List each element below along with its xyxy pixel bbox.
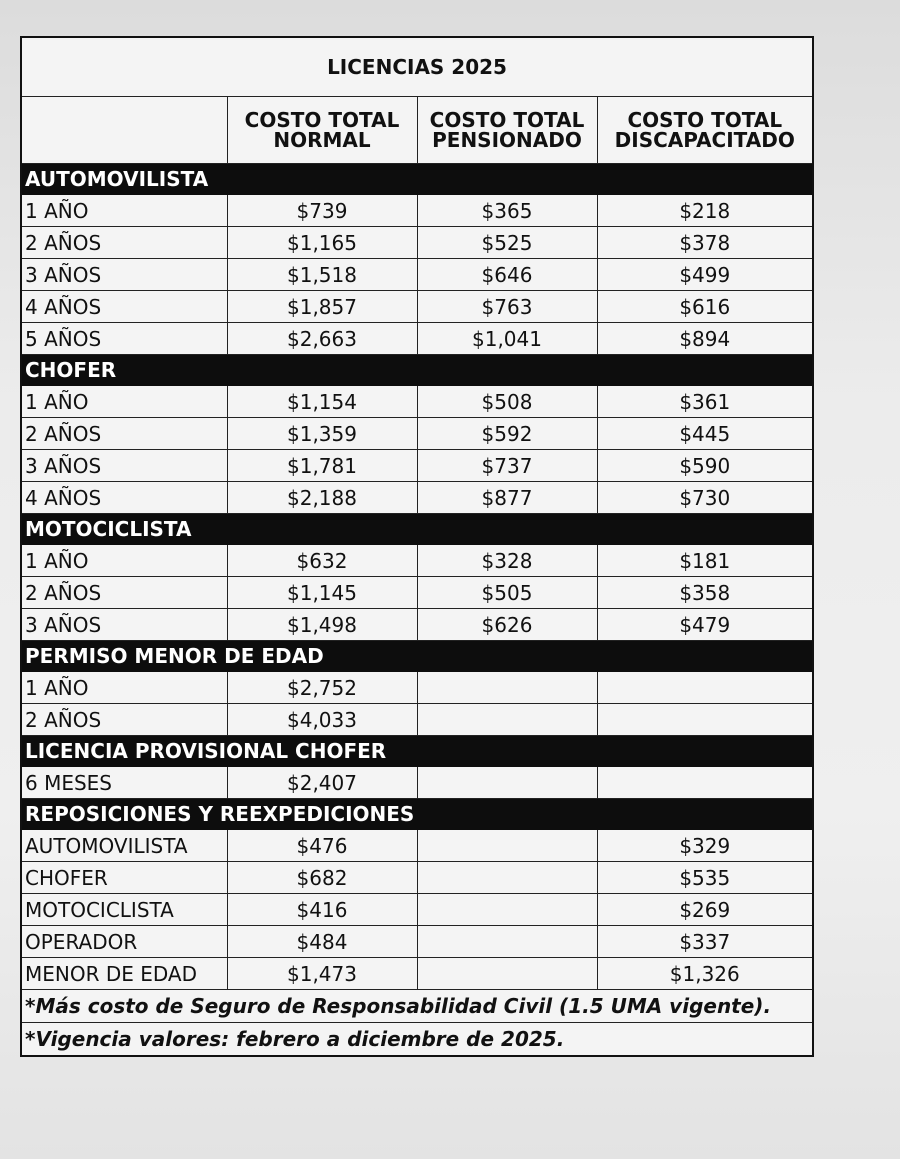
cost-normal-cell: $1,145	[227, 577, 417, 609]
row-label: AUTOMOVILISTA	[21, 830, 227, 862]
cost-discapacitado-cell	[597, 704, 813, 736]
header-discapacitado-line1: COSTO TOTAL	[627, 108, 783, 132]
cost-normal-cell: $1,518	[227, 259, 417, 291]
cost-normal-cell: $1,781	[227, 450, 417, 482]
table-row	[21, 545, 813, 577]
cost-normal-cell: $739	[227, 195, 417, 227]
cost-normal-cell: $416	[227, 894, 417, 926]
table-row	[21, 830, 813, 862]
cost-pensionado-cell: $877	[417, 482, 597, 514]
header-discapacitado	[597, 97, 813, 164]
cost-discapacitado-cell: $894	[597, 323, 813, 355]
cost-discapacitado-cell: $337	[597, 926, 813, 958]
cost-pensionado-cell: $626	[417, 609, 597, 641]
header-normal-line2: NORMAL	[273, 128, 371, 152]
row-label: 1 AÑO	[21, 545, 227, 577]
cost-pensionado-cell	[417, 672, 597, 704]
row-label: 2 AÑOS	[21, 227, 227, 259]
row-label: 2 AÑOS	[21, 577, 227, 609]
cost-pensionado-cell: $592	[417, 418, 597, 450]
table-row	[21, 450, 813, 482]
note-row	[21, 990, 813, 1023]
cost-pensionado-cell	[417, 926, 597, 958]
section-header-row	[21, 799, 813, 830]
cost-discapacitado-cell: $361	[597, 386, 813, 418]
cost-discapacitado-cell: $358	[597, 577, 813, 609]
cost-discapacitado-cell: $1,326	[597, 958, 813, 990]
header-pensionado	[417, 97, 597, 164]
table-row	[21, 926, 813, 958]
cost-pensionado-cell: $525	[417, 227, 597, 259]
cost-pensionado-cell: $328	[417, 545, 597, 577]
cost-pensionado-cell	[417, 767, 597, 799]
cost-discapacitado-cell: $479	[597, 609, 813, 641]
table-title: LICENCIAS 2025	[21, 37, 813, 97]
row-label: 3 AÑOS	[21, 609, 227, 641]
row-label: MOTOCICLISTA	[21, 894, 227, 926]
section-title: MOTOCICLISTA	[21, 514, 813, 545]
cost-discapacitado-cell: $378	[597, 227, 813, 259]
table-row	[21, 958, 813, 990]
section-title: REPOSICIONES Y REEXPEDICIONES	[21, 799, 813, 830]
row-label: MENOR DE EDAD	[21, 958, 227, 990]
section-title: AUTOMOVILISTA	[21, 164, 813, 195]
table-row	[21, 482, 813, 514]
table-row	[21, 704, 813, 736]
table-row	[21, 767, 813, 799]
cost-normal-cell: $2,188	[227, 482, 417, 514]
cost-discapacitado-cell: $590	[597, 450, 813, 482]
table-row	[21, 195, 813, 227]
table-row	[21, 227, 813, 259]
row-label: 1 AÑO	[21, 672, 227, 704]
section-header-row	[21, 641, 813, 672]
cost-discapacitado-cell: $218	[597, 195, 813, 227]
section-title: PERMISO MENOR DE EDAD	[21, 641, 813, 672]
cost-normal-cell: $4,033	[227, 704, 417, 736]
cost-pensionado-cell	[417, 958, 597, 990]
cost-normal-cell: $1,359	[227, 418, 417, 450]
cost-pensionado-cell: $646	[417, 259, 597, 291]
cost-pensionado-cell	[417, 894, 597, 926]
cost-pensionado-cell	[417, 830, 597, 862]
cost-pensionado-cell	[417, 704, 597, 736]
section-header-row	[21, 736, 813, 767]
cost-discapacitado-cell: $730	[597, 482, 813, 514]
cost-normal-cell: $2,663	[227, 323, 417, 355]
cost-pensionado-cell: $1,041	[417, 323, 597, 355]
cost-discapacitado-cell: $499	[597, 259, 813, 291]
section-title: LICENCIA PROVISIONAL CHOFER	[21, 736, 813, 767]
row-label: 5 AÑOS	[21, 323, 227, 355]
table-row	[21, 577, 813, 609]
cost-discapacitado-cell	[597, 672, 813, 704]
row-label: 1 AÑO	[21, 386, 227, 418]
note-row	[21, 1023, 813, 1057]
table-row	[21, 672, 813, 704]
row-label: 4 AÑOS	[21, 291, 227, 323]
cost-normal-cell: $476	[227, 830, 417, 862]
section-header-row	[21, 514, 813, 545]
cost-pensionado-cell: $737	[417, 450, 597, 482]
cost-pensionado-cell: $763	[417, 291, 597, 323]
footnote: *Vigencia valores: febrero a diciembre de 2025.	[21, 1023, 813, 1057]
footnote: *Más costo de Seguro de Responsabilidad Civil (1.5 UMA vigente).	[21, 990, 813, 1023]
header-discapacitado-line2: DISCAPACITADO	[614, 128, 795, 152]
table-row	[21, 609, 813, 641]
header-normal-line1: COSTO TOTAL	[244, 108, 400, 132]
cost-normal-cell: $1,165	[227, 227, 417, 259]
cost-discapacitado-cell	[597, 767, 813, 799]
cost-normal-cell: $484	[227, 926, 417, 958]
row-label: 2 AÑOS	[21, 418, 227, 450]
row-label: CHOFER	[21, 862, 227, 894]
row-label: 4 AÑOS	[21, 482, 227, 514]
table-row	[21, 323, 813, 355]
section-title: CHOFER	[21, 355, 813, 386]
header-pensionado-line1: COSTO TOTAL	[429, 108, 585, 132]
license-fee-table	[20, 36, 814, 1057]
table-row	[21, 259, 813, 291]
cost-normal-cell: $1,498	[227, 609, 417, 641]
row-label: 2 AÑOS	[21, 704, 227, 736]
table-row	[21, 291, 813, 323]
cost-normal-cell: $682	[227, 862, 417, 894]
cost-discapacitado-cell: $269	[597, 894, 813, 926]
row-label: 6 MESES	[21, 767, 227, 799]
table-row	[21, 418, 813, 450]
row-label: OPERADOR	[21, 926, 227, 958]
cost-normal-cell: $2,407	[227, 767, 417, 799]
section-header-row	[21, 164, 813, 195]
table-row	[21, 894, 813, 926]
table-row	[21, 386, 813, 418]
cost-pensionado-cell: $505	[417, 577, 597, 609]
section-header-row	[21, 355, 813, 386]
cost-discapacitado-cell: $616	[597, 291, 813, 323]
cost-discapacitado-cell: $329	[597, 830, 813, 862]
cost-discapacitado-cell: $445	[597, 418, 813, 450]
cost-discapacitado-cell: $181	[597, 545, 813, 577]
cost-normal-cell: $1,857	[227, 291, 417, 323]
cost-pensionado-cell: $508	[417, 386, 597, 418]
row-label: 3 AÑOS	[21, 259, 227, 291]
cost-normal-cell: $632	[227, 545, 417, 577]
cost-normal-cell: $1,473	[227, 958, 417, 990]
header-pensionado-line2: PENSIONADO	[432, 128, 582, 152]
cost-discapacitado-cell: $535	[597, 862, 813, 894]
cost-pensionado-cell: $365	[417, 195, 597, 227]
cost-pensionado-cell	[417, 862, 597, 894]
row-label: 1 AÑO	[21, 195, 227, 227]
header-normal	[227, 97, 417, 164]
cost-normal-cell: $2,752	[227, 672, 417, 704]
header-empty-cell	[21, 97, 227, 164]
table-row	[21, 862, 813, 894]
cost-normal-cell: $1,154	[227, 386, 417, 418]
row-label: 3 AÑOS	[21, 450, 227, 482]
